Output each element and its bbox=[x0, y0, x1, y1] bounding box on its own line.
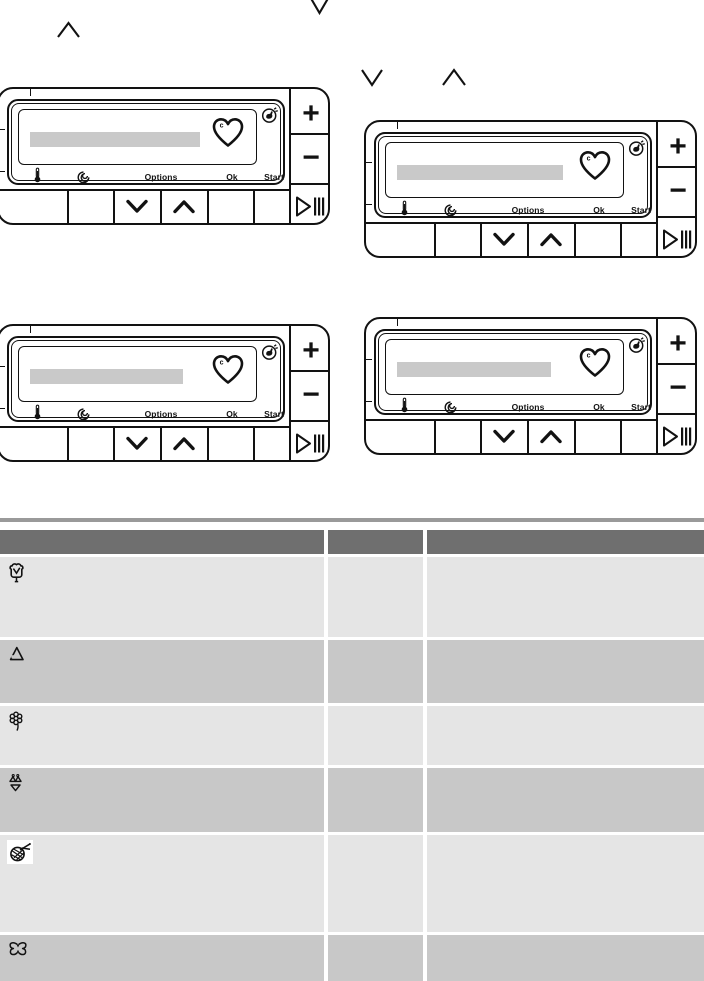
ok-label: Ok bbox=[593, 402, 605, 412]
start-label: Start bbox=[631, 402, 651, 412]
button-divider bbox=[67, 191, 69, 224]
header-cell-load bbox=[328, 530, 423, 554]
panel-left-stub bbox=[0, 408, 5, 409]
table-row bbox=[0, 768, 704, 832]
display-text-placeholder bbox=[30, 132, 200, 147]
table-cell bbox=[328, 935, 423, 981]
start-label: Start bbox=[264, 172, 284, 182]
button-divider bbox=[253, 428, 255, 461]
right-section-divider bbox=[656, 121, 658, 257]
button-row-divider bbox=[0, 426, 289, 428]
ok-label: Ok bbox=[226, 409, 238, 419]
table-row bbox=[0, 557, 704, 637]
panel-left-stub bbox=[0, 171, 5, 172]
button-row-divider bbox=[366, 419, 656, 421]
plus-button: + bbox=[302, 97, 320, 130]
minus-play-divider bbox=[290, 420, 329, 422]
table-cell bbox=[328, 706, 423, 765]
minus-button: − bbox=[302, 141, 320, 174]
button-divider bbox=[620, 224, 622, 257]
inline-chevron-down-icon bbox=[360, 68, 384, 87]
options-label: Options bbox=[511, 402, 545, 412]
table-cell bbox=[427, 935, 704, 981]
header-cell-programme bbox=[0, 530, 324, 554]
wool-icon bbox=[0, 835, 324, 869]
control-panel-diagram-bottom-left bbox=[0, 324, 330, 462]
header-cell-description bbox=[427, 530, 704, 554]
button-divider bbox=[207, 428, 209, 461]
panel-left-stub bbox=[0, 366, 5, 367]
button-divider bbox=[113, 428, 115, 461]
options-label: Options bbox=[144, 409, 178, 419]
button-divider bbox=[434, 224, 436, 257]
table-row bbox=[0, 640, 704, 703]
panel-top-tick bbox=[30, 325, 31, 333]
minus-button: − bbox=[302, 378, 320, 411]
button-divider bbox=[574, 421, 576, 454]
button-divider bbox=[574, 224, 576, 257]
table-cell bbox=[427, 640, 704, 703]
panel-left-stub bbox=[364, 401, 372, 402]
button-row-divider bbox=[366, 222, 656, 224]
plus-minus-divider bbox=[657, 363, 696, 365]
button-divider bbox=[480, 224, 482, 257]
button-divider bbox=[480, 421, 482, 454]
table-cell bbox=[328, 768, 423, 832]
ok-label: Ok bbox=[593, 205, 605, 215]
table-cell bbox=[427, 706, 704, 765]
button-divider bbox=[207, 191, 209, 224]
plus-minus-divider bbox=[657, 166, 696, 168]
inline-chevron-up-icon bbox=[441, 68, 467, 87]
button-divider bbox=[160, 191, 162, 224]
right-section-divider bbox=[656, 318, 658, 454]
control-panel-diagram-bottom-right bbox=[364, 317, 697, 455]
button-divider bbox=[527, 421, 529, 454]
display-text-placeholder bbox=[397, 165, 563, 180]
svg-text:c: c bbox=[219, 359, 224, 367]
control-panel-diagram-top-left bbox=[0, 87, 330, 225]
button-divider bbox=[527, 224, 529, 257]
table-row bbox=[0, 706, 704, 765]
start-label: Start bbox=[631, 205, 651, 215]
svg-text:c: c bbox=[586, 352, 591, 360]
start-label: Start bbox=[264, 409, 284, 419]
synthetics-icon bbox=[0, 640, 324, 662]
table-cell bbox=[328, 835, 423, 932]
panel-top-tick bbox=[30, 88, 31, 96]
display-text-placeholder bbox=[397, 362, 551, 377]
table-cell bbox=[427, 768, 704, 832]
cotton-icon bbox=[0, 557, 324, 585]
minus-play-divider bbox=[290, 183, 329, 185]
button-divider bbox=[113, 191, 115, 224]
svg-text:c: c bbox=[586, 155, 591, 163]
minus-play-divider bbox=[657, 216, 696, 218]
inline-chevron-up-icon bbox=[56, 21, 81, 39]
inline-chevron-down-icon bbox=[307, 0, 332, 15]
control-panel-diagram-top-right bbox=[364, 120, 697, 258]
right-section-divider bbox=[289, 88, 291, 224]
table-cell bbox=[328, 557, 423, 637]
panel-left-stub bbox=[364, 204, 372, 205]
table-cell bbox=[328, 640, 423, 703]
plus-button: + bbox=[302, 334, 320, 367]
button-divider bbox=[160, 428, 162, 461]
panel-top-tick bbox=[397, 318, 398, 326]
plus-minus-divider bbox=[290, 370, 329, 372]
table-header-row bbox=[0, 530, 704, 554]
minus-button: − bbox=[669, 371, 687, 404]
table-cell bbox=[427, 557, 704, 637]
options-label: Options bbox=[511, 205, 545, 215]
delicates-icon bbox=[0, 706, 324, 733]
table-row bbox=[0, 835, 704, 932]
options-label: Options bbox=[144, 172, 178, 182]
panel-left-stub bbox=[364, 162, 372, 163]
minus-play-divider bbox=[657, 413, 696, 415]
silk-icon bbox=[0, 935, 324, 960]
button-divider bbox=[434, 421, 436, 454]
plus-button: + bbox=[669, 327, 687, 360]
display-text-placeholder bbox=[30, 369, 183, 384]
plus-minus-divider bbox=[290, 133, 329, 135]
swimwear-icon bbox=[0, 768, 324, 797]
right-section-divider bbox=[289, 325, 291, 461]
programme-table bbox=[0, 530, 704, 981]
button-divider bbox=[620, 421, 622, 454]
table-cell bbox=[427, 835, 704, 932]
button-divider bbox=[67, 428, 69, 461]
table-row bbox=[0, 935, 704, 981]
minus-button: − bbox=[669, 174, 687, 207]
button-divider bbox=[253, 191, 255, 224]
section-divider-rule bbox=[0, 518, 704, 522]
panel-left-stub bbox=[364, 359, 372, 360]
panel-left-stub bbox=[0, 129, 5, 130]
panel-top-tick bbox=[397, 121, 398, 129]
plus-button: + bbox=[669, 130, 687, 163]
svg-text:c: c bbox=[219, 122, 224, 130]
ok-label: Ok bbox=[226, 172, 238, 182]
button-row-divider bbox=[0, 189, 289, 191]
